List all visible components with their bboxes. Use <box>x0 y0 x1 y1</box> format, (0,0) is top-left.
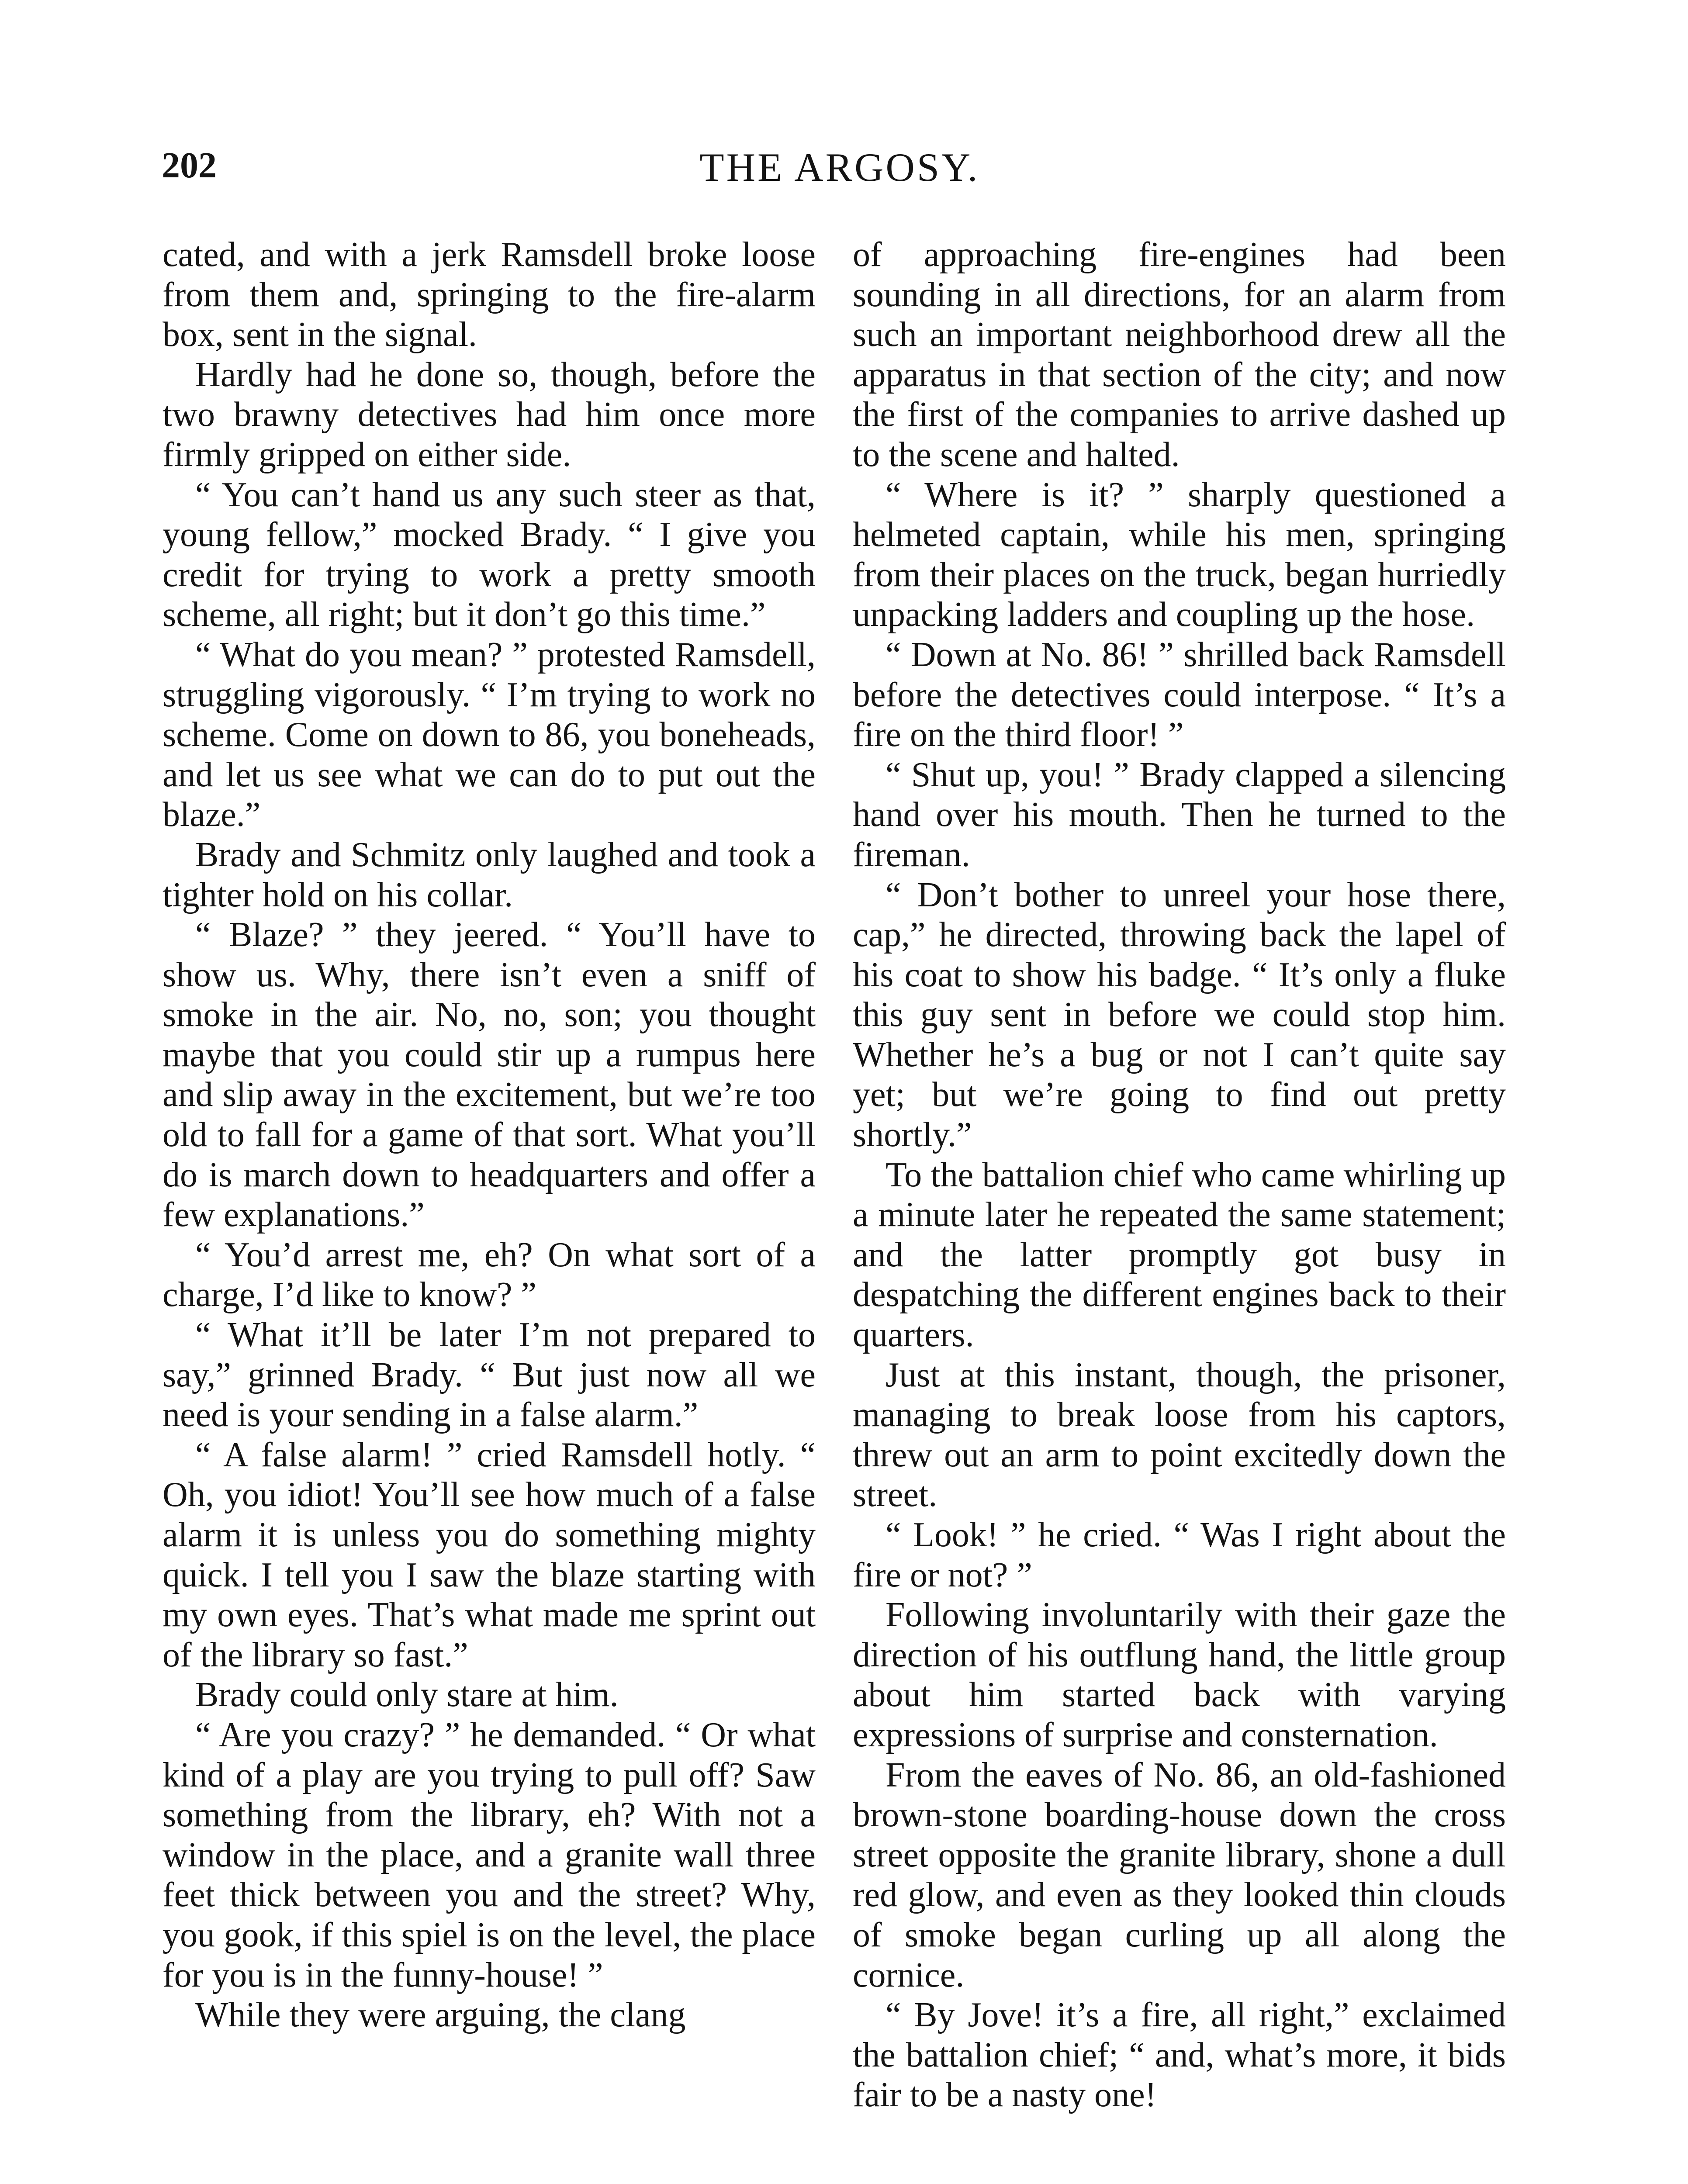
page-header <box>162 144 1518 197</box>
paragraph: “ What it’ll be later I’m not prepared to say,” grinned Brady. “ But just now all we need is your sending in a false alarm.” <box>163 1316 816 1434</box>
paragraph: “ Down at No. 86! ” shrilled back Ramsdell before the detectives could interpose. “ It’s a fire on the third floor! ” <box>853 635 1506 754</box>
paragraph: Just at this instant, though, the prisoner, managing to break loose from his captors, threw out an arm to point excitedly down the street. <box>853 1355 1506 1514</box>
paragraph: “ You’d arrest me, eh? On what sort of a charge, I’d like to know? ” <box>163 1235 816 1314</box>
paragraph: From the eaves of No. 86, an old-fashioned brown-stone boarding-house down the cross street opposite the granite library, shone a dull red glow, and even as they looked thin clouds of smoke began curling up all along the cornice. <box>853 1755 1506 1994</box>
text-column-right <box>853 235 1506 2115</box>
paragraph: “ A false alarm! ” cried Ramsdell hotly. “ Oh, you idiot! You’ll see how much of a false alarm it is unless you do something mighty quick. I tell you I saw the blaze starting with my own eyes. That’s what made me sprint out of the library so fast.” <box>163 1435 816 1674</box>
paragraph: “ Are you crazy? ” he demanded. “ Or what kind of a play are you trying to pull off? Saw something from the library, eh? With not a window in the place, and a granite wall three feet thick between you and the street? Why, you gook, if this spiel is on the level, the place for you is in the funny-house! ” <box>163 1715 816 1994</box>
running-head: THE ARGOSY. <box>699 145 980 190</box>
paragraph: of approaching fire-engines had been sounding in all directions, for an alarm from such an important neighborhood drew all the apparatus in that section of the city; and now the first of the companies to arrive dashed up to the scene and halted. <box>853 235 1506 474</box>
paragraph: “ Don’t bother to unreel your hose there, cap,” he directed, throwing back the lapel of his coat to show his badge. “ It’s only a fluke this guy sent in before we could stop him. Whether he’s a bug or not I can’t quite say yet; but we’re going to find out pretty shortly.” <box>853 875 1506 1154</box>
paragraph: To the battalion chief who came whirling up a minute later he repeated the same statement; and the latter promptly got busy in despatching the different engines back to their quarters. <box>853 1155 1506 1355</box>
paragraph: Brady and Schmitz only laughed and took a tighter hold on his collar. <box>163 835 816 914</box>
paragraph: “ You can’t hand us any such steer as that, young fellow,” mocked Brady. “ I give you credit for trying to work a pretty smooth scheme, all right; but it don’t go this time.” <box>163 475 816 634</box>
text-column-left <box>163 235 816 2035</box>
paragraph: “ Blaze? ” they jeered. “ You’ll have to show us. Why, there isn’t even a sniff of smoke in the air. No, no, son; you thought maybe that you could stir up a rumpus here and slip away in the excitement, but we’re too old to fall for a game of that sort. What you’ll do is march down to headquarters and offer a few explanations.” <box>163 916 816 1234</box>
paragraph: “ By Jove! it’s a fire, all right,” exclaimed the battalion chief; “ and, what’s more, it bids fair to be a nasty one! <box>853 1996 1506 2115</box>
paragraph: “ What do you mean? ” protested Ramsdell, struggling vigorously. “ I’m trying to work no scheme. Come on down to 86, you boneheads, and let us see what we can do to put out the blaze.” <box>163 635 816 834</box>
paragraph: “ Shut up, you! ” Brady clapped a silencing hand over his mouth. Then he turned to the fireman. <box>853 755 1506 874</box>
page-number: 202 <box>162 145 217 186</box>
paragraph: Following involuntarily with their gaze the direction of his outflung hand, the little group about him started back with varying expressions of surprise and consternation. <box>853 1596 1506 1754</box>
paragraph: Hardly had he done so, though, before the two brawny detectives had him once more firmly gripped on either side. <box>163 355 816 474</box>
paragraph: “ Where is it? ” sharply questioned a helmeted captain, while his men, springing from their places on the truck, began hurriedly unpacking ladders and coupling up the hose. <box>853 475 1506 634</box>
paragraph: While they were arguing, the clang <box>195 1996 686 2035</box>
paragraph: Brady could only stare at him. <box>195 1676 619 1714</box>
paragraph: cated, and with a jerk Ramsdell broke loose from them and, springing to the fire-alarm box, sent in the signal. <box>163 235 816 354</box>
paragraph: “ Look! ” he cried. “ Was I right about the fire or not? ” <box>853 1516 1506 1594</box>
